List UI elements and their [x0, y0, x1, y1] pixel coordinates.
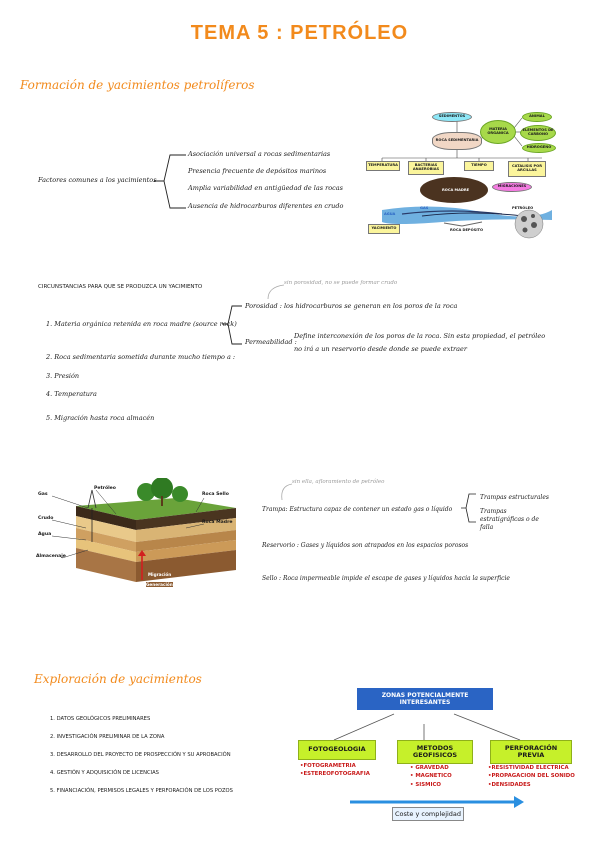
factor-item: Amplia variabilidad en antigüedad de las rocas [188, 184, 343, 192]
chart-list-item: • SISMICO [410, 781, 442, 788]
section-heading-formation: Formación de yacimientos petrolíferos [20, 78, 255, 92]
chart-top-box: ZONAS POTENCIALMENTE INTERESANTES [357, 688, 493, 710]
diagram-node-catalisis: CATALISIS POR ARCILLAS [508, 161, 546, 177]
list-item: 5. Migración hasta roca almacén [46, 414, 155, 422]
porosity-note: sin porosidad, no se puede formar crudo [284, 280, 398, 286]
trampa-type: Trampas estratigráficas o de falla [480, 508, 539, 531]
diagram-node-animal: ANIMAL [522, 112, 552, 122]
diagram-label-petroleo: PETRÓLEO [512, 206, 534, 210]
diagram-label-roca-madre: ROCA MADRE [442, 188, 470, 192]
diagram-node-materia-organica: MATERIA ORGANICA [480, 120, 516, 144]
arrow-icon [276, 482, 296, 504]
chart-box-fotogeologia: FOTOGEOLOGIA [298, 740, 376, 760]
list-item: 4. GESTIÓN Y ADQUISICIÓN DE LICENCIAS [50, 770, 159, 776]
page-title: TEMA 5 : PETRÓLEO [190, 22, 409, 44]
diagram-node-migraciones: MIGRACIONES [492, 182, 532, 192]
diagram-label-gas: GAS [420, 206, 429, 210]
chart-list-item: •FOTOGRAMETRIA [300, 763, 356, 769]
chart-list-item: •PROPAGACION DEL SONIDO [488, 773, 575, 780]
diagram-label-roca-deposito: ROCA DEPÓSITO [450, 228, 484, 232]
diagram-node-roca-sedimentaria: ROCA SEDIMENTARIA [432, 132, 482, 150]
figure-label-roca-madre: Roca Madre [202, 520, 233, 525]
sello-text: Sello : Roca impermeable impide el escape de gases y líquidos hacia la superficie [262, 575, 510, 582]
chart-list-item: •DENSIDADES [488, 781, 531, 788]
chart-list-item: •RESISTIVIDAD ELECTRICA [488, 765, 569, 771]
trampa-text: Trampa: Estructura capaz de contener un estado gas o líquido [262, 506, 453, 513]
diagram-node-temperatura: TEMPERATURA [366, 161, 400, 171]
chart-list-metodos [410, 764, 452, 789]
list-item: 1. Materia orgánica retenida en roca madre (source rock) [46, 320, 237, 328]
trampa-type: Trampas estructurales [480, 494, 549, 501]
list-item: 2. Roca sedimentaria sometida durante mucho tiempo a : [46, 353, 236, 361]
seal-note: sin ella, afloramiento de petróleo [292, 479, 385, 485]
figure-label-almacenaje: Almacenaje [36, 554, 66, 559]
list-item: 2. INVESTIGACIÓN PRELIMINAR DE LA ZONA [50, 734, 165, 740]
figure-label-gas: Gas [38, 492, 48, 497]
chart-list-fotogeologia [300, 762, 370, 779]
diagram-node-bacterias: BACTERIAS ANAEROBIAS [408, 161, 444, 175]
formation-diagram [362, 106, 562, 240]
diagram-label-agua: AGUA [384, 212, 396, 216]
porosidad-text: Porosidad : los hidrocarburos se generan en los poros de la roca [245, 302, 458, 310]
chart-box-perforacion: PERFORACIÓN PREVIA [490, 740, 572, 764]
permeabilidad-text: Define interconexión de los poros de la roca. Sin esta propiedad, el petróleo [294, 332, 546, 340]
brace-icon [220, 300, 244, 350]
figure-label-agua: Agua [38, 532, 52, 537]
diagram-node-sedimentos: SEDIMENTOS [432, 112, 472, 122]
section-heading-circumstances: CIRCUNSTANCIAS PARA QUE SE PRODUZCA UN YACIMIENTO [38, 284, 203, 290]
factor-item: Ausencia de hidrocarburos diferentes en crudo [188, 202, 344, 210]
chart-box-metodos: METODOS GEOFISICOS [397, 740, 473, 764]
reservorio-text: Reservorio : Gases y líquidos son atrapados en los espacios porosos [262, 542, 469, 549]
factor-item: Presencia frecuente de depósitos marinos [188, 167, 327, 175]
chart-footer-label: Coste y complejidad [392, 807, 464, 821]
chart-list-item: • GRAVEDAD [410, 765, 449, 771]
figure-label-migracion: Migración [148, 572, 172, 577]
figure-label-crudo: Crudo [38, 516, 54, 521]
section-heading-exploration: Exploración de yacimientos [34, 672, 202, 686]
list-item: 1. DATOS GEOLÓGICOS PRELIMINARES [50, 716, 151, 722]
diagram-node-tiempo: TIEMPO [464, 161, 494, 171]
brace-icon [150, 150, 190, 215]
list-item: 3. DESARROLLO DEL PROYECTO DE PROSPECCIÓN Y SU APROBACIÓN [50, 752, 231, 758]
chart-list-item: • MAGNETICO [410, 773, 452, 780]
figure-label-generacion: Generación [146, 582, 173, 587]
list-item: 4. Temperatura [46, 390, 97, 398]
chart-list-perforacion [488, 764, 575, 789]
chart-list-item: •ESTEREOFOTOGRAFIA [300, 771, 370, 778]
brace-icon [460, 490, 478, 526]
factor-item: Asociación universal a rocas sedimentarias [188, 150, 331, 158]
figure-label-petroleo: Petróleo [94, 486, 116, 491]
list-item: 3. Presión [46, 372, 80, 380]
factors-label: Factores comunes a los yacimientos [38, 176, 157, 184]
arrow-icon [262, 283, 292, 303]
diagram-node-vegetal: ELEMENTOS DE CARBONO [520, 125, 556, 141]
diagram-node-hidrogeno: HIDROGENO [522, 143, 556, 153]
list-item: 5. FINANCIACIÓN, PERMISOS LEGALES Y PERFORACIÓN DE LOS POZOS [50, 788, 233, 794]
figure-label-roca-sello: Roca Sello [202, 492, 229, 497]
permeabilidad-text-2: no irá a un reservorio desde donde se puede extraer [294, 345, 467, 353]
diagram-node-yacimiento: YACIMIENTO [368, 224, 400, 234]
trap-figure [36, 478, 276, 594]
permeabilidad-label: Permeabilidad : [245, 338, 297, 346]
